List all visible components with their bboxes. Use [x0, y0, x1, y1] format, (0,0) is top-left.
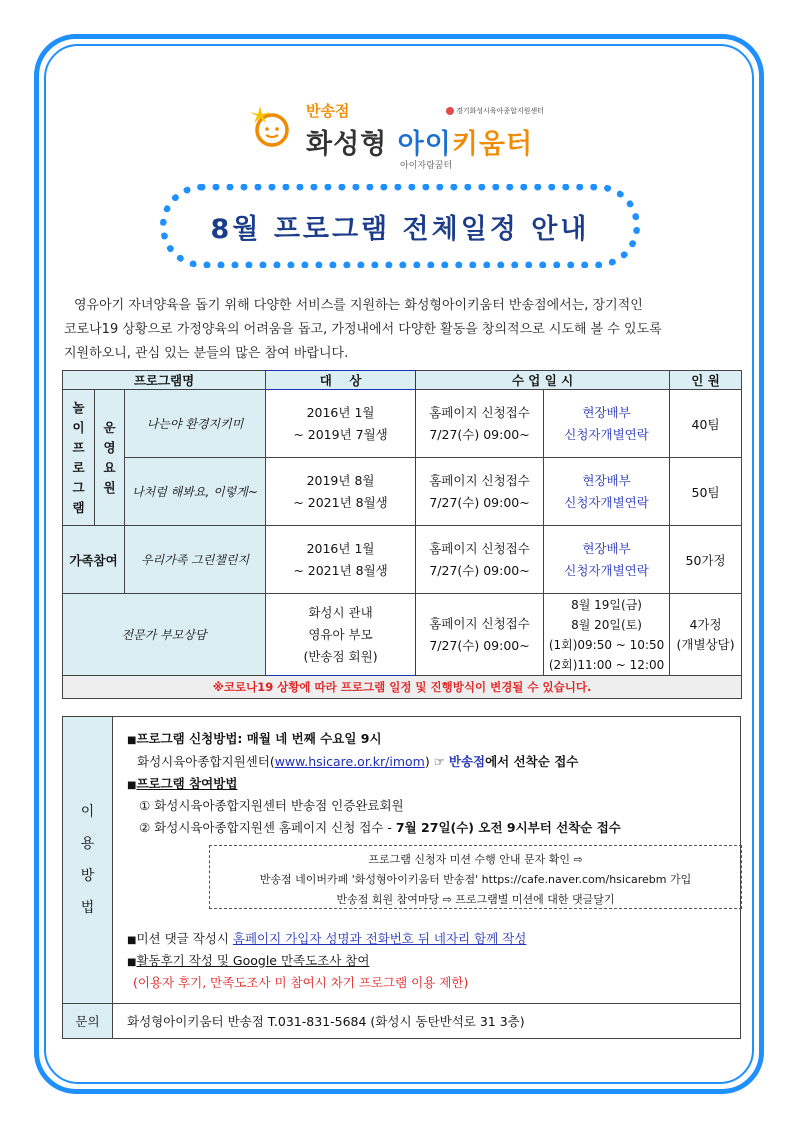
apply-cell: 홈페이지 신청접수 7/27(수) 09:00~	[416, 390, 544, 458]
people-cell: 4가정 (개별상담)	[670, 594, 742, 676]
usage-label: 이용방법	[63, 717, 113, 1004]
page-title: 8월 프로그램 전체일정 안내	[210, 213, 590, 245]
program-name: 나는야 환경지키미	[125, 390, 266, 458]
notice-text: ※코로나19 상황에 따라 프로그램 일정 및 진행방식이 변경될 수 있습니다.	[63, 676, 742, 699]
target-cell: 화성시 관내 영유아 부모 (반송점 회원)	[266, 594, 416, 676]
table-row	[63, 526, 742, 594]
group-family: 가족참여	[63, 526, 125, 594]
schedule-table	[62, 370, 742, 699]
restriction-note: (이용자 후기, 만족도조사 미 참여시 차기 프로그램 이용 제한)	[133, 975, 469, 990]
logo	[250, 96, 560, 186]
review-note: ■활동후기 작성 및 Google 만족도조사 참여	[127, 953, 370, 968]
usage-table	[62, 716, 741, 1039]
participation-item: ② 화성시육아종합지원센 홈페이지 신청 접수 - 7월 27일(수) 오전 9시부터 선착순 접수	[139, 820, 621, 835]
table-row	[63, 594, 742, 676]
apply-method: ■프로그램 신청방법: 매월 네 번째 수요일 9시	[127, 731, 382, 746]
header-target: 대 상	[266, 371, 416, 390]
date-cell: 현장배부 신청자개별연락	[544, 458, 670, 526]
intro-line: 코로나19 상황으로 가정양육의 어려움을 돕고, 가정내에서 다양한 활동을 창의적으로 시도해 볼 수 있도록	[64, 322, 662, 337]
logo-center: 경기화성시육아종합지원센터	[446, 106, 544, 116]
people-cell: 50팀	[670, 458, 742, 526]
program-name: 나처럼 해봐요, 이렇게~	[125, 458, 266, 526]
mission-comment-note: ■미션 댓글 작성시 홈페이지 가입자 성명과 전화번호 뒤 네자리 함께 작성	[127, 931, 527, 946]
logo-branch: 반송점	[306, 102, 350, 120]
logo-name: 화성형 아이키움터	[306, 129, 534, 160]
group-play-program: 놀 이 프 로 그 램	[63, 390, 95, 526]
people-cell: 50가정	[670, 526, 742, 594]
apply-cell: 홈페이지 신청접수 7/27(수) 09:00~	[416, 526, 544, 594]
date-cell: 8월 19일(금) 8월 20일(토) (1회)09:50 ~ 10:50 (2회)11:00 ~ 12:00	[544, 594, 670, 676]
logo-subtitle: 아이자람꿈터	[400, 161, 453, 171]
intro-line: 영유아기 자녀양육을 돕기 위해 다양한 서비스를 지원하는 화성형아이키움터 반송점에서는, 장기적인	[74, 298, 643, 313]
table-row	[63, 458, 742, 526]
intro-line: 지원하오니, 관심 있는 분들의 많은 참여 바랍니다.	[64, 346, 349, 361]
header-time: 수 업 일 시	[416, 371, 670, 390]
program-name: 우리가족 그린챌린지	[125, 526, 266, 594]
date-cell: 현장배부 신청자개별연락	[544, 526, 670, 594]
table-row	[63, 390, 742, 458]
participation-heading: ■프로그램 참여방법	[127, 776, 238, 791]
contact-label: 문의	[63, 1004, 113, 1039]
apply-site: 화성시육아종합지원센터(www.hsicare.or.kr/imom) ☞ 반송점에서 선착순 접수	[137, 754, 579, 769]
program-name: 전문가 부모상담	[63, 594, 266, 676]
mission-box: 프로그램 신청자 미션 수행 안내 문자 확인 ⇨ 반송점 네이버카페 '화성형아이키움터 반송점' https://cafe.naver.com/hsicarebm 가입 반송점 회원 참여마당 ⇨ 프로그램별 미션에 대한 댓글달기	[209, 845, 742, 909]
header-program: 프로그램명	[63, 371, 266, 390]
target-cell: 2016년 1월 ~ 2019년 7월생	[266, 390, 416, 458]
notice-row	[63, 676, 742, 699]
date-cell: 현장배부 신청자개별연락	[544, 390, 670, 458]
target-cell: 2016년 1월 ~ 2021년 8월생	[266, 526, 416, 594]
contact-info: 화성형아이키움터 반송점 T.031-831-5684 (화성시 동탄반석로 31 3층)	[113, 1004, 741, 1039]
apply-cell: 홈페이지 신청접수 7/27(수) 09:00~	[416, 594, 544, 676]
participation-item: ① 화성시육아종합지원센터 반송점 인증완료회원	[139, 798, 404, 813]
header-people: 인 원	[670, 371, 742, 390]
apply-cell: 홈페이지 신청접수 7/27(수) 09:00~	[416, 458, 544, 526]
title-box	[160, 184, 640, 268]
usage-body	[113, 717, 741, 1004]
group-staff: 운 영 요 원	[95, 390, 125, 526]
sun-logo-icon	[250, 104, 294, 148]
center-logo-icon	[446, 107, 454, 115]
center-website-link[interactable]: www.hsicare.or.kr/imom	[274, 754, 425, 769]
intro-paragraph	[64, 294, 739, 366]
people-cell: 40팀	[670, 390, 742, 458]
target-cell: 2019년 8월 ~ 2021년 8월생	[266, 458, 416, 526]
